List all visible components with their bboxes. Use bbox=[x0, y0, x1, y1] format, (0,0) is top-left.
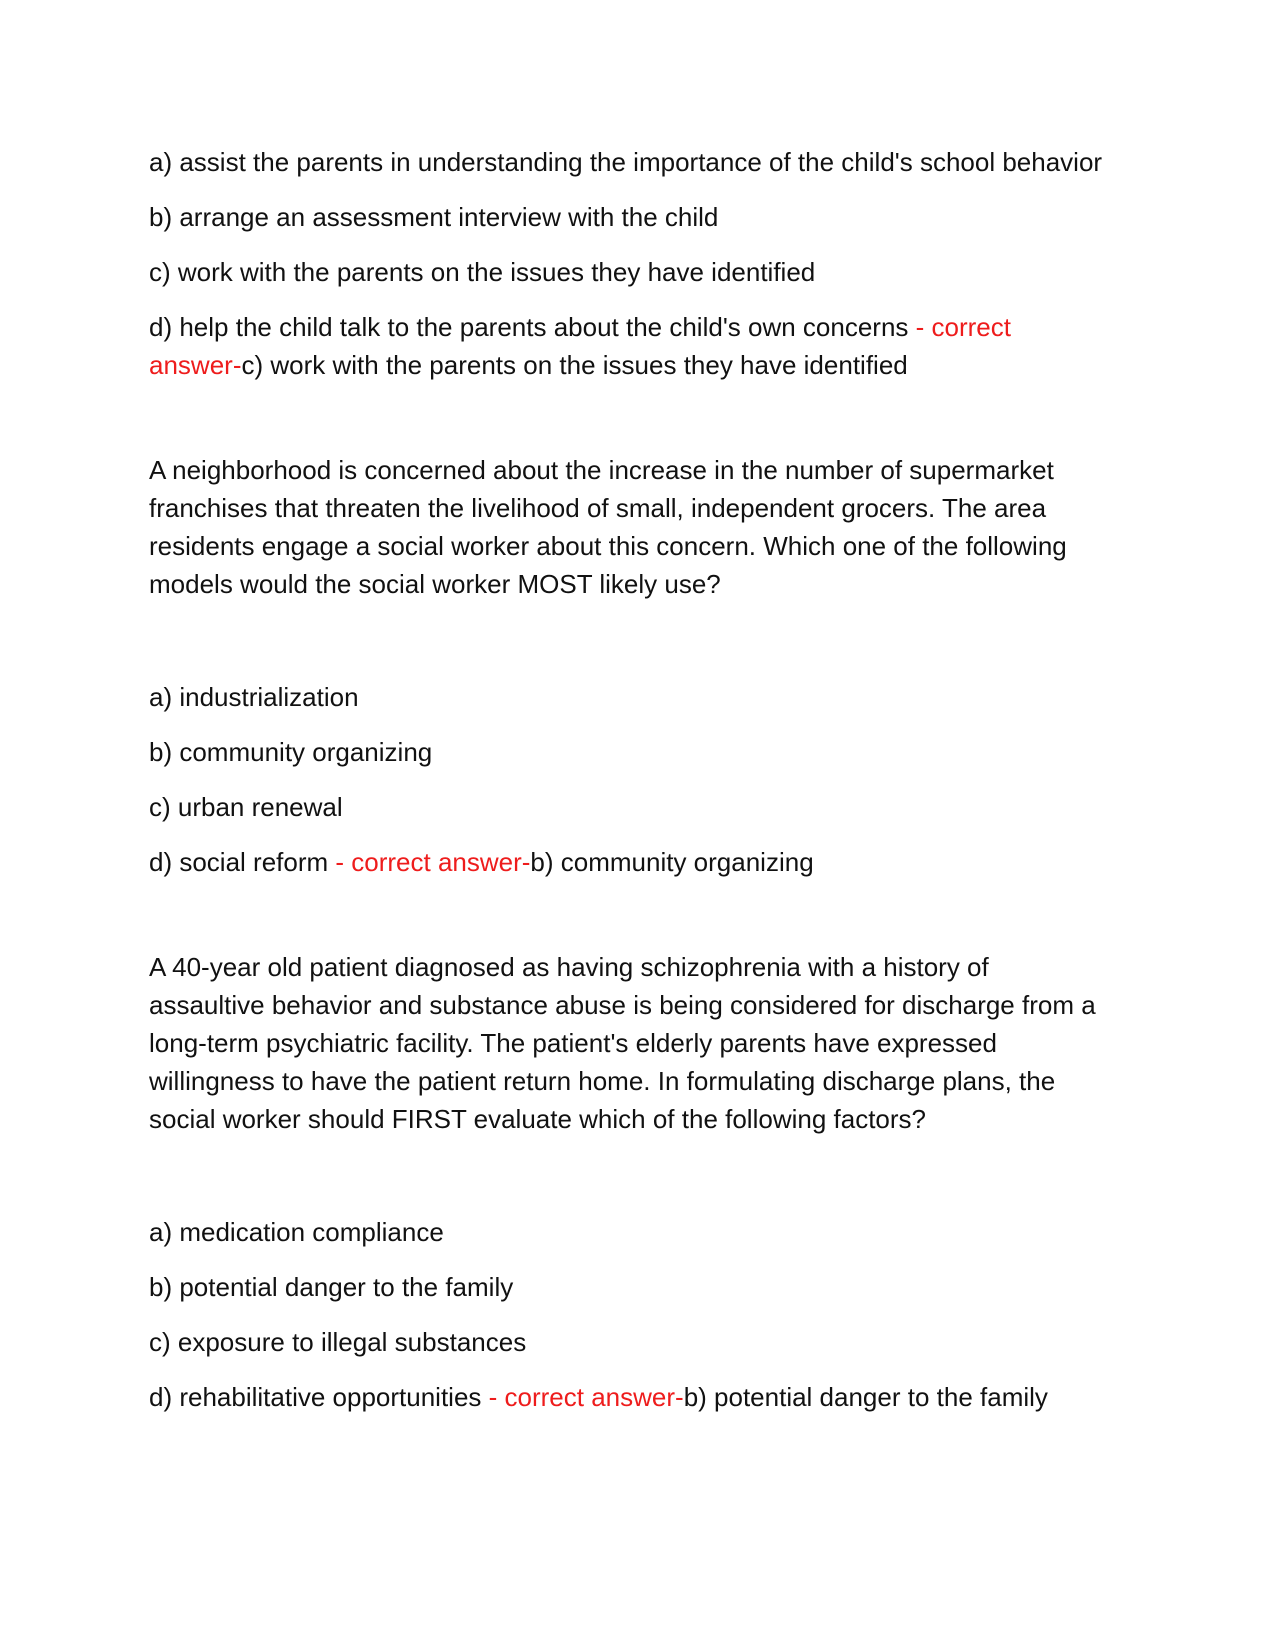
spacer bbox=[149, 898, 1109, 948]
q1-answer: c) work with the parents on the issues they have identified bbox=[241, 350, 908, 380]
q2-option-a: a) industrialization bbox=[149, 682, 359, 712]
q1-option-b: b) arrange an assessment interview with the child bbox=[149, 202, 719, 232]
q2-correct-answer-marker: - correct answer- bbox=[328, 847, 531, 877]
q3-option-b: b) potential danger to the family bbox=[149, 1272, 514, 1302]
spacer bbox=[149, 1155, 1109, 1213]
q3-answer: b) potential danger to the family bbox=[683, 1382, 1048, 1412]
q2-option-d: d) social reform bbox=[149, 847, 329, 877]
q1-option-a: a) assist the parents in understanding the importance of the child's school behavior bbox=[149, 147, 1103, 177]
page-content bbox=[149, 143, 1109, 1433]
q3-option-d-with-answer bbox=[149, 1378, 1109, 1416]
q3-option-a: a) medication compliance bbox=[149, 1217, 444, 1247]
q1-option-d-with-answer bbox=[149, 308, 1109, 384]
spacer bbox=[149, 620, 1109, 678]
q1-option-c: c) work with the parents on the issues they have identified bbox=[149, 257, 816, 287]
q3-option-d: d) rehabilitative opportunities bbox=[149, 1382, 482, 1412]
q2-answer: b) community organizing bbox=[530, 847, 814, 877]
q2-option-b: b) community organizing bbox=[149, 737, 433, 767]
q3-option-c: c) exposure to illegal substances bbox=[149, 1327, 527, 1357]
q2-option-d-with-answer bbox=[149, 843, 1109, 881]
q2-option-c: c) urban renewal bbox=[149, 792, 343, 822]
q1-correct-answer-marker: - correct answer- bbox=[149, 312, 1011, 380]
q3-correct-answer-marker: - correct answer- bbox=[481, 1382, 684, 1412]
q1-option-d: d) help the child talk to the parents about the child's own concerns bbox=[149, 312, 909, 342]
spacer bbox=[149, 401, 1109, 451]
q2-question: A neighborhood is concerned about the increase in the number of supermarket franchises that threaten the livelihood of small, independent grocers. The area residents engage a social worker about this concern. Which one of the following models would the social worker MOST likely use? bbox=[149, 455, 1067, 599]
q3-question: A 40-year old patient diagnosed as having schizophrenia with a history of assaultive behavior and substance abuse is being considered for discharge from a long-term psychiatric facility. The patient's elderly parents have expressed willingness to have the patient return home. In formulating discharge plans, the social worker should FIRST evaluate which of the following factors? bbox=[149, 952, 1096, 1134]
